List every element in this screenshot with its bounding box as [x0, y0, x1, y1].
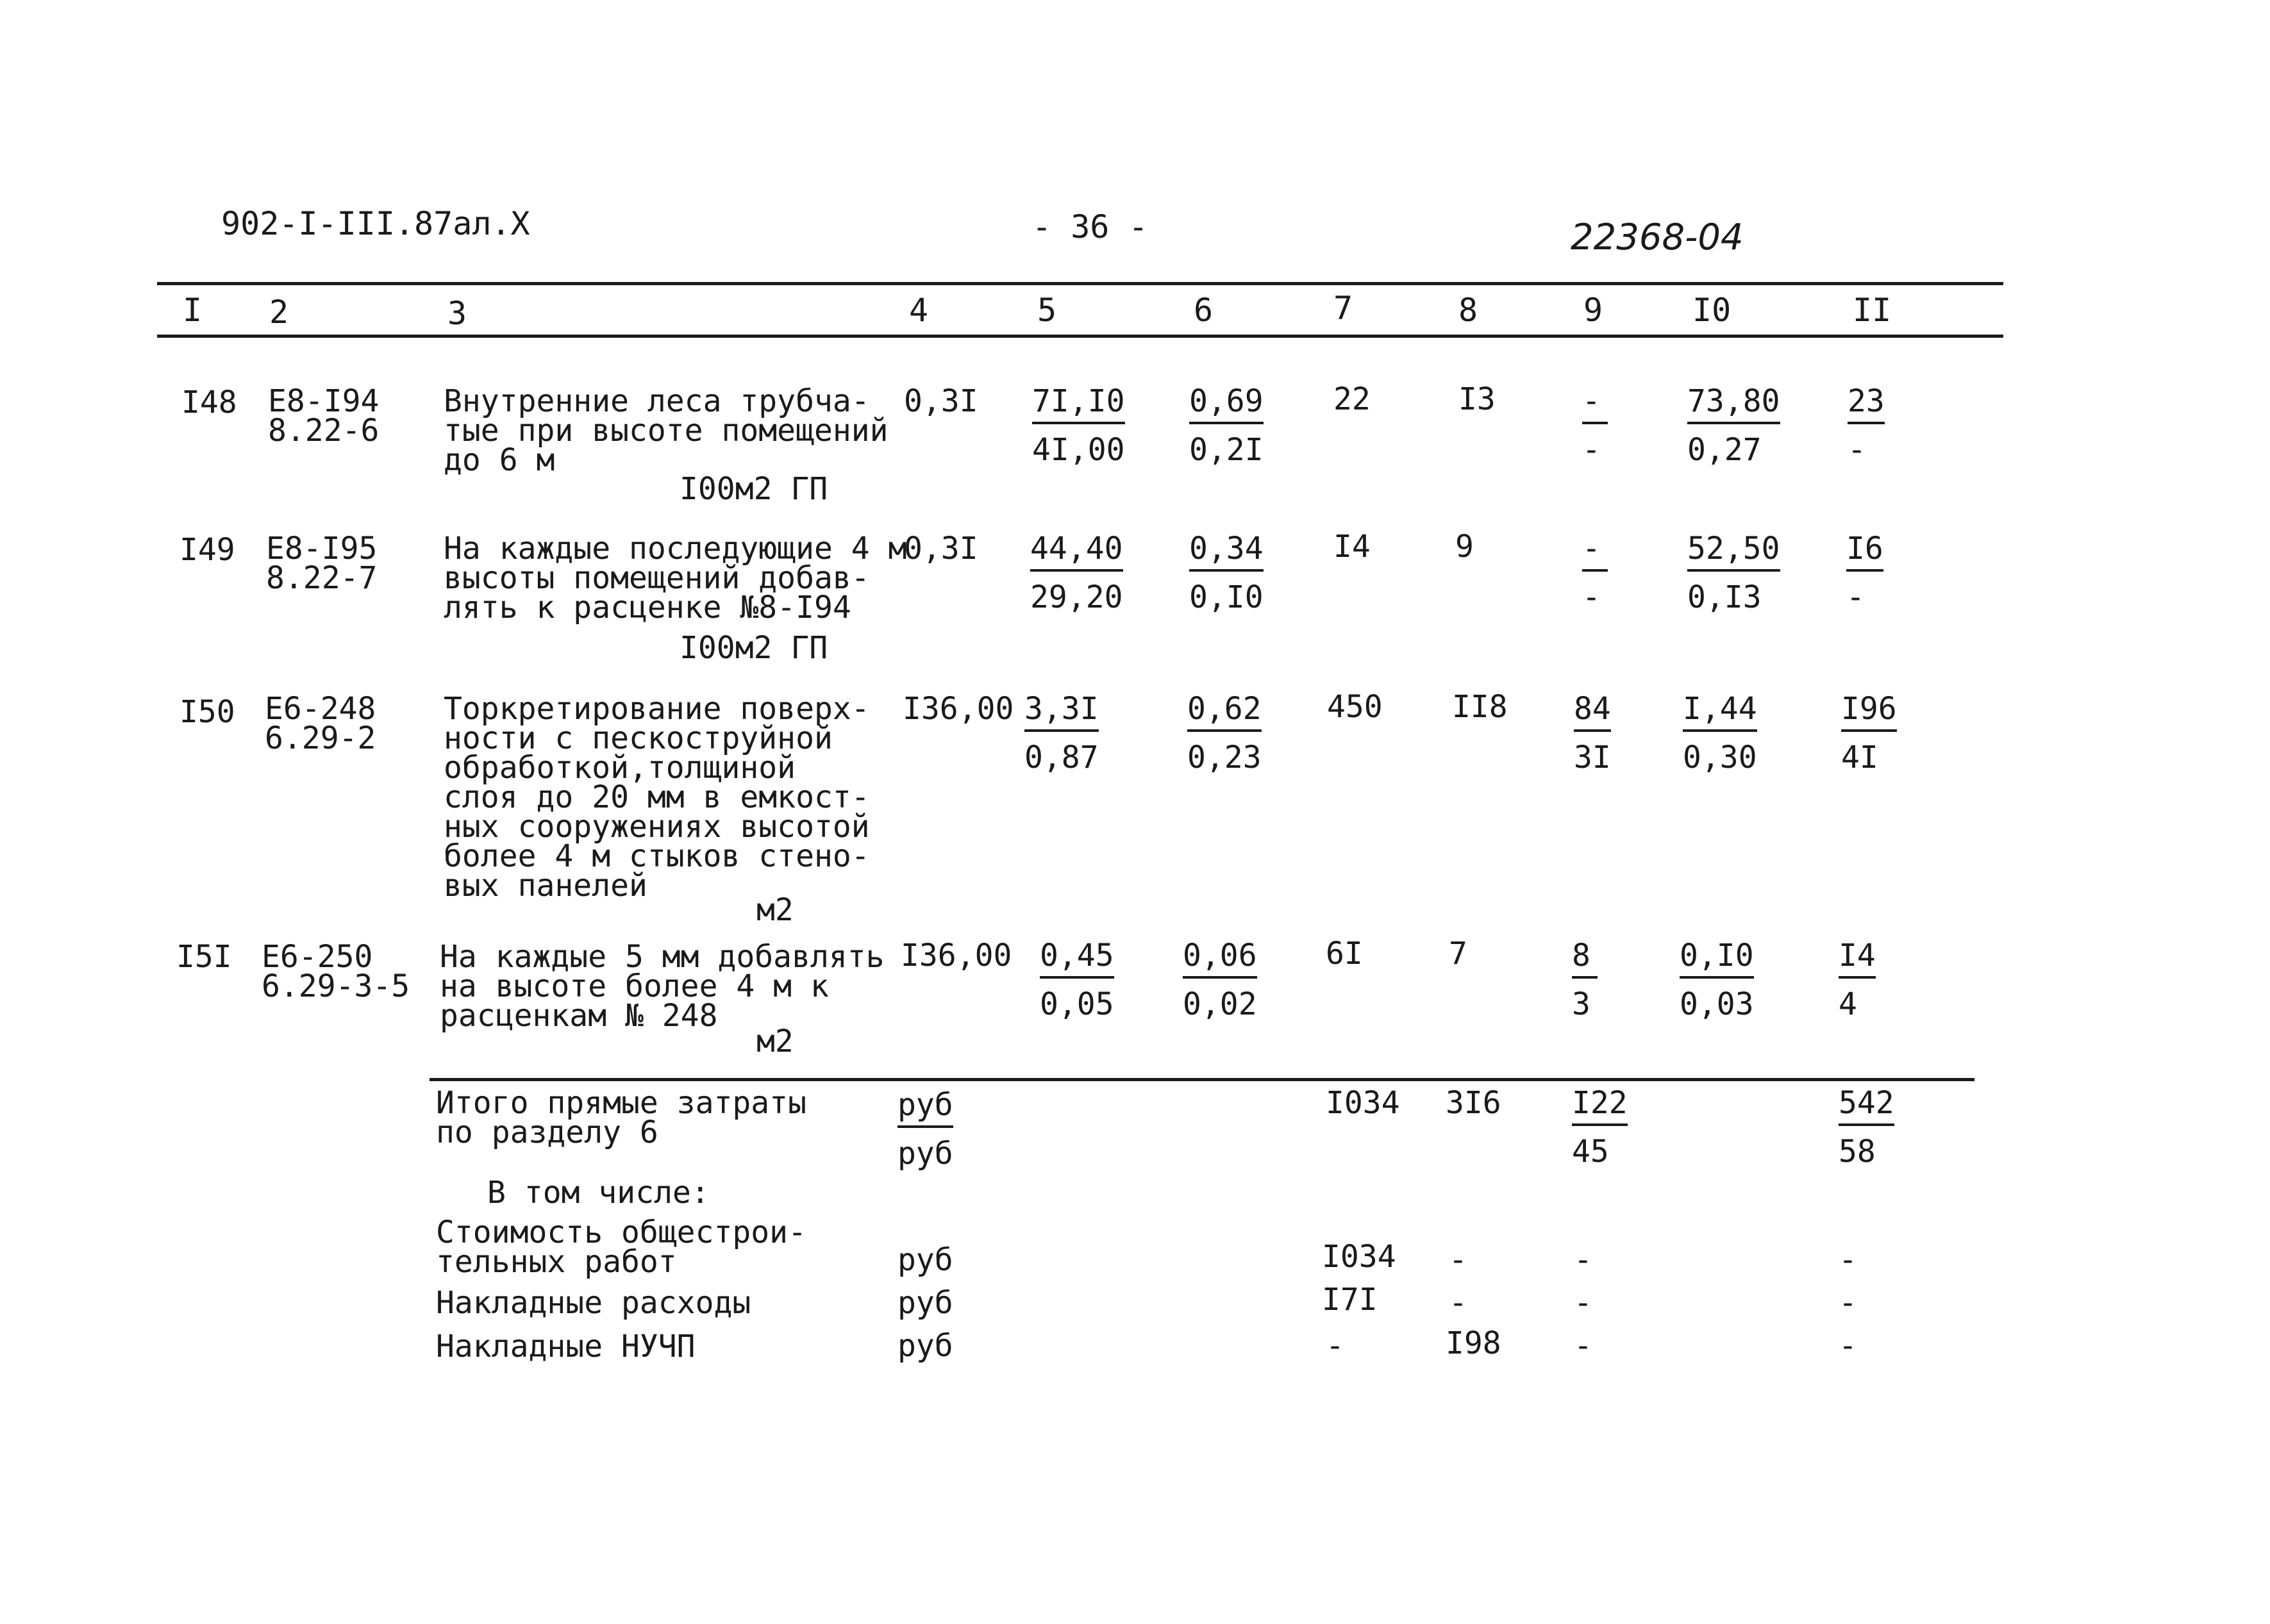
description-line: ных сооружениях высотой	[444, 809, 870, 845]
breakdown-total-cost: I7I	[1322, 1282, 1378, 1318]
total-cost: 22	[1333, 381, 1371, 417]
work-description	[444, 691, 870, 904]
fraction-top: I4	[1839, 938, 1876, 979]
fraction-top: I22	[1572, 1085, 1628, 1126]
fraction-top: 0,06	[1183, 938, 1257, 979]
column-number: 3	[447, 295, 467, 332]
description-line: На каждые 5 мм добавлять	[440, 939, 885, 975]
wages: II8	[1452, 689, 1508, 725]
fraction-top: -	[1582, 531, 1608, 572]
rate-code-line: 8.22-7	[266, 560, 378, 596]
breakdown-label-line: тельных работ	[436, 1244, 677, 1280]
description-line: Торкретирование поверх-	[444, 691, 870, 727]
measure-unit: I00м2 ГП	[680, 471, 828, 507]
fraction-bottom: 58	[1839, 1134, 1876, 1170]
fraction-bottom: -	[1848, 432, 1866, 468]
wages: 7	[1449, 936, 1467, 972]
total-cost: 450	[1327, 689, 1383, 725]
total-cost: 6I	[1326, 936, 1363, 972]
fraction-top: 8	[1572, 938, 1598, 979]
quantity: I36,00	[901, 938, 1012, 974]
machine-total	[1582, 383, 1608, 468]
breakdown-total-cost: I034	[1322, 1239, 1396, 1275]
labor-unit	[1687, 383, 1780, 468]
fraction-top: 44,40	[1030, 531, 1123, 572]
machine-total	[1572, 938, 1598, 1022]
fraction-bottom: 0,87	[1024, 740, 1099, 775]
fraction-bottom: 0,I3	[1687, 579, 1762, 615]
machine-total	[1582, 531, 1608, 615]
fraction-top: 84	[1574, 691, 1611, 732]
fraction-bottom: 4I	[1841, 740, 1878, 775]
work-description	[444, 531, 907, 626]
machine-total	[1574, 691, 1611, 775]
column-number: 4	[909, 292, 929, 329]
fraction-bottom: 29,20	[1030, 579, 1123, 615]
unit-cost	[1024, 691, 1099, 775]
measure-unit: I00м2 ГП	[680, 630, 828, 666]
rate-code-line: Е6-248	[265, 691, 376, 727]
fraction-top: I,44	[1683, 691, 1757, 732]
breakdown-labor: -	[1839, 1242, 1857, 1278]
totals-label-line: по разделу 6	[436, 1114, 658, 1150]
fraction-bottom: 0,30	[1683, 740, 1757, 775]
work-description	[440, 939, 885, 1034]
rate-code-line: Е8-I94	[268, 383, 380, 419]
breakdown-label-line: Накладные НУЧП	[436, 1329, 696, 1364]
labor-total	[1846, 531, 1883, 615]
totals-wages: 3I6	[1446, 1085, 1501, 1121]
row-number: I48	[181, 385, 237, 420]
column-number: 7	[1333, 290, 1353, 327]
unit-cost	[1030, 531, 1123, 615]
breakdown-wages: I98	[1446, 1325, 1501, 1361]
breakdown-machine: -	[1574, 1285, 1592, 1321]
breakdown-label	[436, 1329, 696, 1364]
description-line: слоя до 20 мм в емкост-	[444, 779, 870, 815]
fraction-top: I6	[1846, 531, 1883, 572]
fraction-bottom: 3I	[1574, 740, 1611, 775]
fraction-bottom: 4I,00	[1032, 432, 1125, 468]
breakdown-machine: -	[1574, 1242, 1592, 1278]
breakdown-label-line: Накладные расходы	[436, 1285, 751, 1321]
fraction-bottom: руб	[897, 1136, 953, 1172]
row-number: I5I	[176, 939, 232, 975]
fraction-bottom: 0,23	[1187, 740, 1262, 775]
totals-labor	[1839, 1085, 1894, 1170]
fraction-top: руб	[897, 1087, 953, 1128]
labor-total	[1841, 691, 1897, 775]
breakdown-wages: -	[1449, 1285, 1467, 1321]
machine-cost	[1189, 531, 1264, 615]
fraction-top: 0,62	[1187, 691, 1262, 732]
labor-unit	[1680, 938, 1754, 1022]
breakdown-total-cost: -	[1326, 1328, 1344, 1364]
description-line: обработкой,толщиной	[444, 750, 796, 786]
totals-unit	[897, 1087, 953, 1172]
column-number: II	[1853, 292, 1892, 329]
machine-cost	[1189, 383, 1264, 468]
fraction-top: 23	[1848, 383, 1885, 424]
totals-label-line: Итого прямые затраты	[436, 1085, 806, 1121]
fraction-top: 0,I0	[1680, 938, 1754, 979]
fraction-top: 0,69	[1189, 383, 1264, 424]
fraction-top: 52,50	[1687, 531, 1780, 572]
fraction-top: I96	[1841, 691, 1897, 732]
fraction-bottom: 0,I0	[1189, 579, 1264, 615]
breakdown-unit: руб	[897, 1242, 953, 1278]
rate-code-line: Е6-250	[262, 939, 373, 975]
fraction-top: 0,34	[1189, 531, 1264, 572]
row-number: I50	[179, 694, 235, 730]
rate-code-line: 6.29-3-5	[262, 968, 410, 1004]
breakdown-labor: -	[1839, 1328, 1857, 1364]
breakdown-machine: -	[1574, 1328, 1592, 1364]
breakdown-label	[436, 1285, 751, 1321]
fraction-bottom: -	[1846, 579, 1865, 615]
totals-machine	[1572, 1085, 1628, 1170]
column-number: 9	[1583, 292, 1603, 329]
rate-code-line: 6.29-2	[265, 720, 376, 756]
wages: 9	[1455, 529, 1474, 565]
fraction-bottom: -	[1582, 579, 1601, 615]
labor-total	[1839, 938, 1876, 1022]
description-line: расценкам № 248	[440, 998, 718, 1034]
labor-unit	[1687, 531, 1780, 615]
machine-cost	[1187, 691, 1262, 775]
fraction-bottom: -	[1582, 432, 1601, 468]
fraction-bottom: 0,27	[1687, 432, 1762, 468]
quantity: I36,00	[903, 691, 1014, 727]
description-line: ности с пескоструйной	[444, 720, 833, 756]
column-number: 2	[269, 294, 289, 331]
breakdown-unit: руб	[897, 1328, 953, 1364]
column-number: 5	[1037, 292, 1057, 329]
total-cost: I4	[1333, 529, 1371, 565]
column-number: 8	[1458, 292, 1478, 329]
description-line: Внутренние леса трубча-	[444, 383, 870, 419]
unit-cost	[1040, 938, 1114, 1022]
breakdown-label	[436, 1214, 806, 1280]
rate-code	[268, 383, 380, 449]
description-line: высоты помещений добав-	[444, 560, 870, 596]
column-number: I0	[1692, 292, 1732, 329]
breakdown-labor: -	[1839, 1285, 1857, 1321]
fraction-bottom: 0,03	[1680, 986, 1754, 1022]
machine-cost	[1183, 938, 1257, 1022]
table-top-rule	[157, 282, 2003, 285]
fraction-bottom: 4	[1839, 986, 1857, 1022]
quantity: 0,3I	[904, 383, 978, 419]
unit-cost	[1032, 383, 1125, 468]
column-header-rule	[157, 335, 2003, 338]
column-number: 6	[1194, 292, 1214, 329]
work-description	[444, 383, 889, 478]
quantity: 0,3I	[904, 531, 978, 567]
description-line: более 4 м стыков стено-	[444, 838, 870, 874]
page-number: - 36 -	[1032, 208, 1148, 245]
description-line: тые при высоте помещений	[444, 413, 889, 449]
column-number: I	[183, 292, 203, 329]
totals-total-cost: I034	[1326, 1085, 1400, 1121]
description-line: на высоте более 4 м к	[440, 968, 829, 1004]
fraction-bottom: 3	[1572, 986, 1590, 1022]
description-line: вых панелей	[444, 868, 647, 904]
fraction-top: -	[1582, 383, 1608, 424]
breakdown-unit: руб	[897, 1285, 953, 1321]
rate-code	[266, 531, 378, 596]
fraction-top: 3,3I	[1024, 691, 1099, 732]
labor-unit	[1683, 691, 1757, 775]
measure-unit: м2	[756, 1023, 794, 1059]
totals-rule	[430, 1078, 1974, 1081]
breakdown-label-line: Стоимость общестрои-	[436, 1214, 806, 1250]
measure-unit: м2	[756, 892, 794, 928]
including-label: В том числе:	[487, 1175, 710, 1211]
sheet-number: 22368-04	[1571, 217, 1744, 258]
document-code: 902-I-III.87ал.X	[221, 205, 530, 242]
rate-code	[262, 939, 410, 1004]
breakdown-wages: -	[1449, 1242, 1467, 1278]
rate-code-line: 8.22-6	[268, 413, 380, 449]
labor-total	[1848, 383, 1885, 468]
totals-label	[436, 1085, 806, 1150]
description-line: На каждые последующие 4 м	[444, 531, 907, 567]
wages: I3	[1458, 381, 1496, 417]
fraction-top: 73,80	[1687, 383, 1780, 424]
row-number: I49	[179, 532, 235, 568]
fraction-bottom: 45	[1572, 1134, 1609, 1170]
description-line: до 6 м	[444, 442, 555, 478]
description-line: лять к расценке №8-I94	[444, 590, 851, 626]
fraction-bottom: 0,2I	[1189, 432, 1264, 468]
fraction-top: 0,45	[1040, 938, 1114, 979]
fraction-top: 7I,I0	[1032, 383, 1125, 424]
rate-code-line: Е8-I95	[266, 531, 378, 567]
rate-code	[265, 691, 376, 756]
fraction-bottom: 0,02	[1183, 986, 1257, 1022]
fraction-top: 542	[1839, 1085, 1894, 1126]
fraction-bottom: 0,05	[1040, 986, 1114, 1022]
